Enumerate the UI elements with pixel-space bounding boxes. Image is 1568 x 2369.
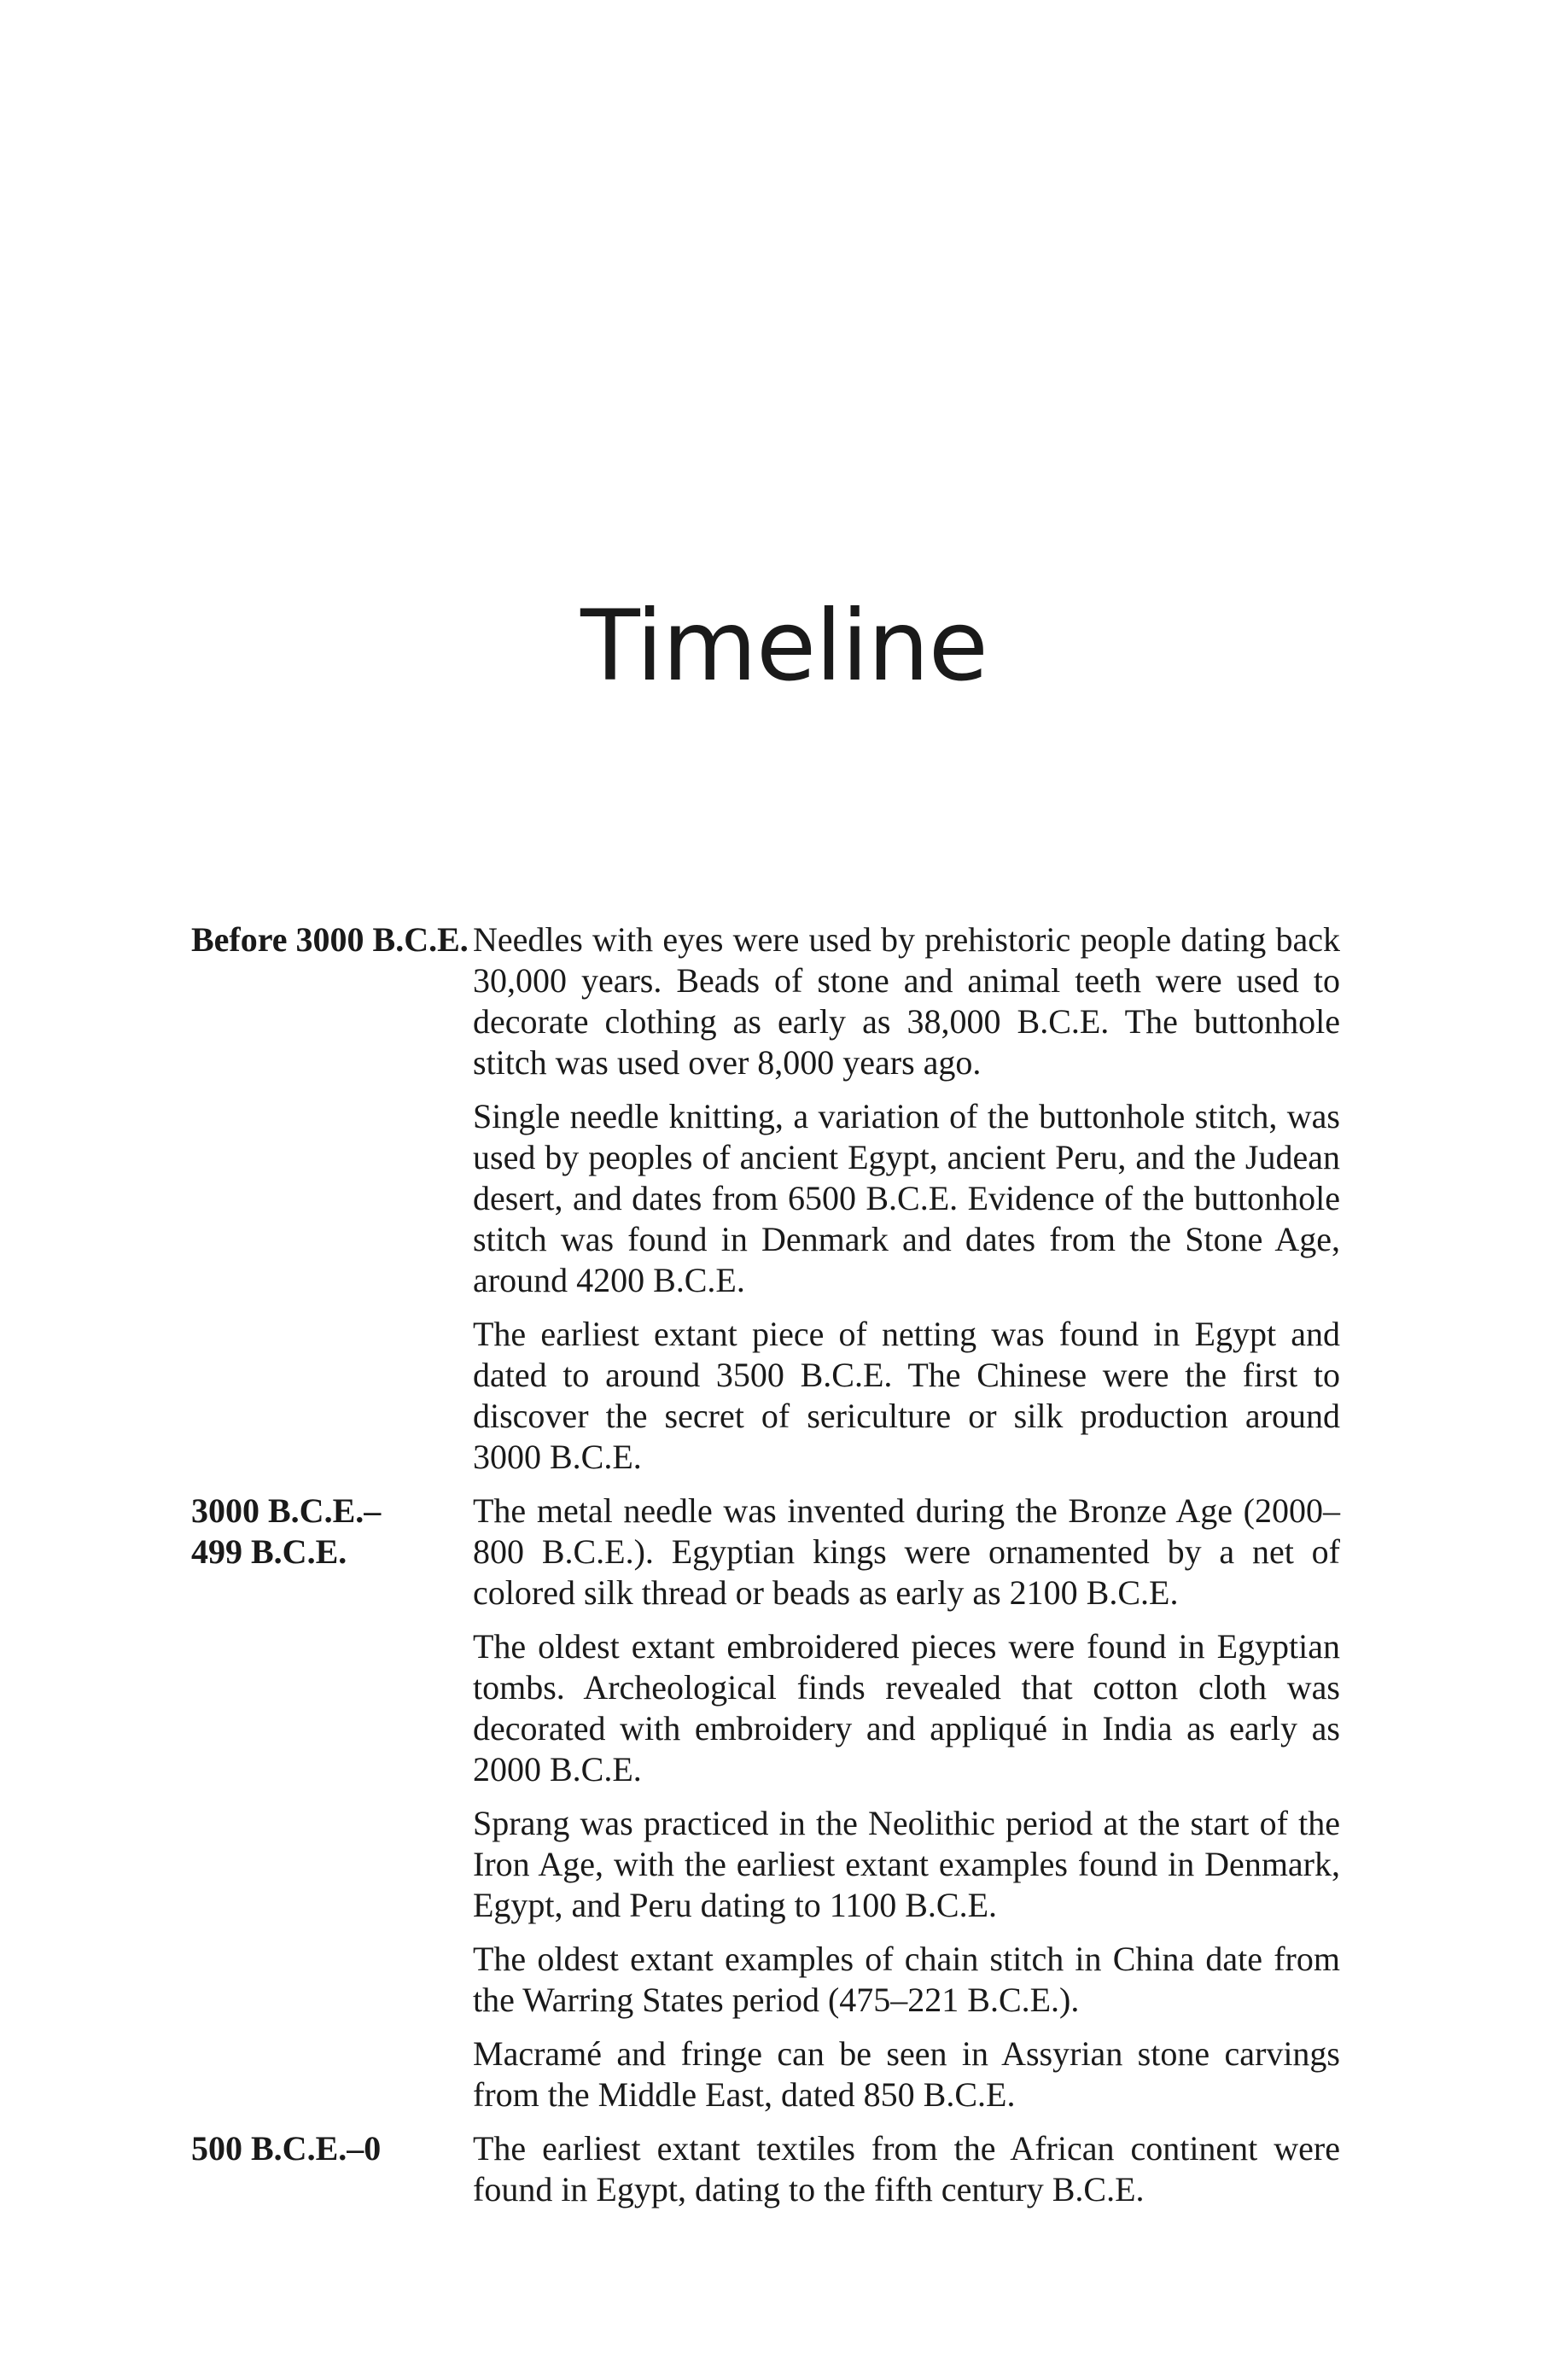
- timeline: [191, 919, 1340, 2223]
- page-title: Timeline: [580, 589, 988, 703]
- entry-date: [191, 1491, 473, 1573]
- entry-paragraph: The earliest extant textiles from the African continent were found in Egypt, dating to the fifth century B.C.E.: [473, 2129, 1340, 2209]
- entry-date-line: 3000 B.C.E.–: [191, 1491, 382, 1530]
- entry-date: [191, 919, 473, 960]
- entry-paragraphs: [473, 1491, 1340, 2128]
- entry-paragraph: Single needle knitting, a variation of the buttonhole stitch, was used by peoples of ancient Egypt, ancient Peru, and the Judean desert, and dates from 6500 B.C.E. Evidence of the buttonhole stitch was found in Denmark and dates from the Stone Age, around 4200 B.C.E.: [473, 1097, 1340, 1299]
- entry-paragraphs: [473, 919, 1340, 1491]
- entry-paragraph: The earliest extant piece of netting was found in Egypt and dated to around 3500 B.C.E. The Chinese were the first to discover the secret of sericulture or silk production around 3000 B.C.E.: [473, 1315, 1340, 1476]
- timeline-entry: [191, 2128, 1340, 2223]
- timeline-entry: [191, 1491, 1340, 2128]
- entry-paragraph: Needles with eyes were used by prehistoric people dating back 30,000 years. Beads of stone and animal teeth were used to decorate clothing as early as 38,000 B.C.E. The buttonhole stitch was used over 8,000 years ago.: [473, 920, 1340, 1082]
- entry-date-line: 499 B.C.E.: [191, 1532, 347, 1571]
- entry-date-line: Before 3000 B.C.E.: [191, 920, 469, 959]
- entry-date: [191, 2128, 473, 2169]
- entry-paragraphs: [473, 2128, 1340, 2223]
- entry-paragraph: The metal needle was invented during the Bronze Age (2000–800 B.C.E.). Egyptian kings were ornamented by a net of colored silk thread or beads as early as 2100 B.C.E.: [473, 1491, 1340, 1612]
- entry-paragraph: Sprang was practiced in the Neolithic period at the start of the Iron Age, with the earliest extant examples found in Denmark, Egypt, and Peru dating to 1100 B.C.E.: [473, 1804, 1340, 1924]
- entry-paragraph: Macramé and fringe can be seen in Assyrian stone carvings from the Middle East, dated 850 B.C.E.: [473, 2034, 1340, 2114]
- entry-date-line: 500 B.C.E.–0: [191, 2129, 382, 2168]
- timeline-entry: [191, 919, 1340, 1491]
- entry-paragraph: The oldest extant embroidered pieces were found in Egyptian tombs. Archeological finds revealed that cotton cloth was decorated with embroidery and appliqué in India as early as 2000 B.C.E.: [473, 1627, 1340, 1788]
- entry-paragraph: The oldest extant examples of chain stitch in China date from the Warring States period (475–221 B.C.E.).: [473, 1940, 1340, 2019]
